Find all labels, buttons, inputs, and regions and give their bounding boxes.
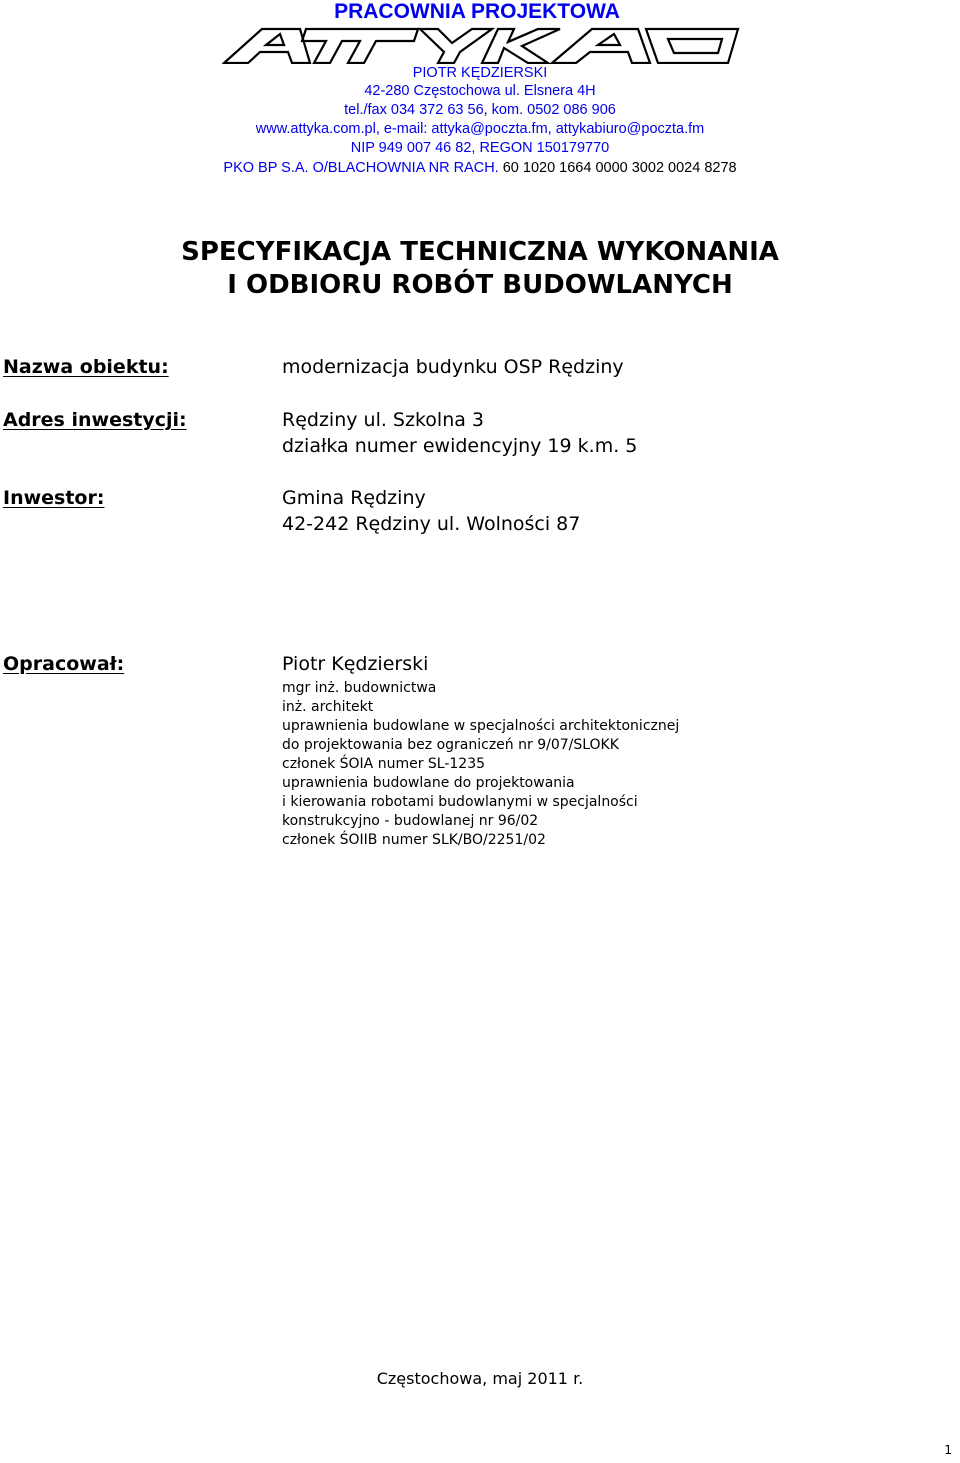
- object-name-label: Nazwa obiektu:: [3, 356, 169, 378]
- firm-name: PRACOWNIA PROJEKTOWA: [334, 0, 620, 23]
- investor-line1: Gmina Rędziny: [282, 487, 426, 509]
- author-label: Opracował:: [3, 653, 125, 675]
- contact-bank: [0, 159, 960, 177]
- contact-phone: tel./fax 034 372 63 56, kom. 0502 086 906: [344, 102, 616, 118]
- investor-line2: 42-242 Rędziny ul. Wolności 87: [282, 513, 581, 535]
- company-logo: [222, 26, 740, 64]
- contact-name: PIOTR KĘDZIERSKI: [412, 65, 548, 81]
- author-license-architecture: uprawnienia budowlane w specjalności architektonicznej: [282, 718, 680, 734]
- contact-address: 42-280 Częstochowa ul. Elsnera 4H: [364, 83, 596, 99]
- page-number: 1: [944, 1443, 952, 1457]
- author-degree: mgr inż. budownictwa: [282, 680, 437, 696]
- author-license-construction: uprawnienia budowlane do projektowania: [282, 775, 575, 791]
- object-name-value: modernizacja budynku OSP Rędziny: [282, 356, 624, 378]
- address-label: Adres inwestycji:: [3, 409, 187, 431]
- bank-name: PKO BP S.A. O/BLACHOWNIA NR RACH.: [223, 160, 499, 176]
- bank-account: 60 1020 1664 0000 3002 0024 8278: [498, 160, 737, 176]
- address-line1: Rędziny ul. Szkolna 3: [282, 409, 485, 431]
- investor-label: Inwestor:: [3, 487, 105, 509]
- author-license-construction-number: konstrukcyjno - budowlanej nr 96/02: [282, 813, 539, 829]
- author-title: inż. architekt: [282, 699, 374, 715]
- contact-nip-regon: NIP 949 007 46 82, REGON 150179770: [350, 140, 610, 156]
- place-and-date: Częstochowa, maj 2011 r.: [376, 1369, 584, 1388]
- author-soia-membership: członek ŚOIA numer SL-1235: [282, 756, 486, 772]
- author-license-construction-cont: i kierowania robotami budowlanymi w specjalności: [282, 794, 638, 810]
- address-line2: działka numer ewidencyjny 19 k.m. 5: [282, 435, 638, 457]
- document-title-line2: I ODBIORU ROBÓT BUDOWLANYCH: [227, 270, 733, 300]
- contact-web-email: www.attyka.com.pl, e-mail: attyka@poczta.fm, attykabiuro@poczta.fm: [255, 121, 705, 137]
- document-title-line1: SPECYFIKACJA TECHNICZNA WYKONANIA: [181, 237, 779, 267]
- author-name: Piotr Kędzierski: [282, 653, 429, 675]
- author-soiib-membership: członek ŚOIIB numer SLK/BO/2251/02: [282, 832, 546, 848]
- author-license-number: do projektowania bez ograniczeń nr 9/07/SLOKK: [282, 737, 619, 753]
